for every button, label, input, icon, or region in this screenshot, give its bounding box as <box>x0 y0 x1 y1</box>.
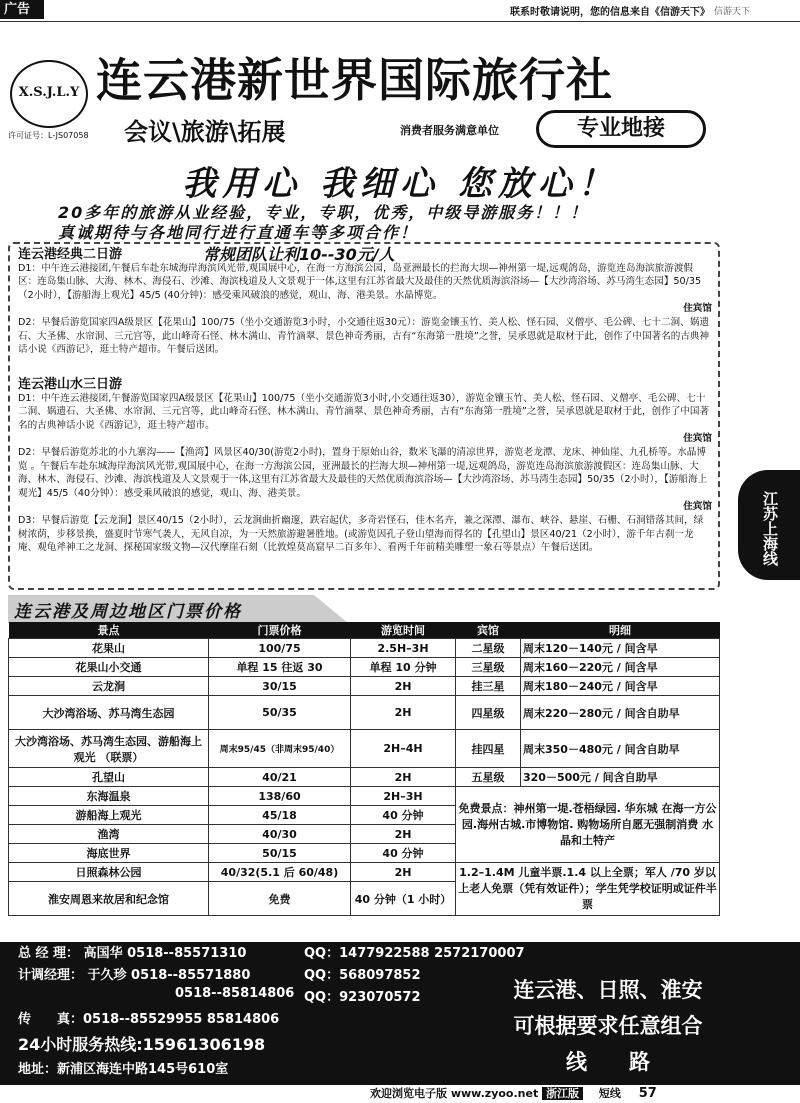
promo-line-1: 连云港、日照、淮安 <box>513 978 703 1002</box>
bottom-bar <box>370 1085 800 1103</box>
slogan: 我用心 我细心 您放心！ <box>182 164 618 204</box>
cell: 40 分钟 <box>351 844 456 863</box>
cell: 周末220－280元 / 间含自助早 <box>521 696 720 730</box>
cell: 138/60 <box>209 787 351 806</box>
cell: 挂三星 <box>456 677 521 696</box>
itinerary-2day <box>18 245 712 357</box>
table-row <box>9 787 720 806</box>
promo-line-2: 可根据要求任意组合 <box>513 1014 703 1038</box>
ticket-policy-note: 1.2–1.4M 儿童半票.1.4 以上全票；军人 /70 岁以上老人免票（凭有效证件）；学生凭学校证明或证件半票 <box>456 863 720 916</box>
cell: 周末160－220元 / 间含早 <box>521 658 720 677</box>
col-header: 明细 <box>521 622 720 639</box>
subtitle: 会议\旅游\拓展 <box>124 118 286 146</box>
cell: 周末350－480元 / 间含自助早 <box>521 730 720 768</box>
cell: 45/18 <box>209 806 351 825</box>
cell: 免费 <box>209 882 351 916</box>
edition-tag: 浙江版 <box>542 1087 583 1100</box>
promo-line-3: 线 路 <box>566 1050 650 1074</box>
cell: 周末95/45（非周末95/40） <box>209 730 351 768</box>
gm-contact: 总 经 理： 高国华 0518--85571310 <box>18 946 247 961</box>
day2-hotel: 住宾馆 <box>683 501 712 513</box>
intro-line-2: 真诚期待与各地同行进行直通车等多项合作！ <box>58 223 419 242</box>
website-link[interactable]: 欢迎浏览电子版 www.zyoo.net <box>370 1087 539 1100</box>
cell: 320－500元 / 间含自助早 <box>521 768 720 787</box>
table-row <box>9 639 720 658</box>
cell: 单程 10 分钟 <box>351 658 456 677</box>
ticket-table <box>8 622 720 916</box>
cell: 2H–3H <box>351 787 456 806</box>
day1-text: D1：中午连云港接团,午餐游览国家四A级景区【花果山】100/75（坐小交通游览3小时,小交通往返30），游览金镶玉竹、美人松、怪石园、义僧亭、毛公碑、七十二洞、娲遗石、大圣佛、水帘洞、三元宫等，此山峰奇石怪、林木满山、青竹滴翠、景色神奇秀丽，古有“东海第一胜境”之誉，吴承恩就是取材于此，创作了中国著名的古典神话小说《西游记》，逛土特产超市。 <box>18 392 710 431</box>
col-header: 景点 <box>9 622 209 639</box>
col-header: 门票价格 <box>209 622 351 639</box>
cell: 2H–4H <box>351 730 456 768</box>
cell: 50/35 <box>209 696 351 730</box>
cell: 海底世界 <box>9 844 209 863</box>
publication-logo: 信游天下 <box>713 7 750 17</box>
ad-tag: 广告 <box>0 0 44 19</box>
address: 地址：新浦区海连中路145号610室 <box>18 1062 229 1077</box>
itinerary-3day <box>18 378 712 555</box>
cell: 云龙涧 <box>9 677 209 696</box>
planner-phone-2: 0518--85814806 <box>175 986 295 1001</box>
qq-3: QQ：923070572 <box>304 990 421 1005</box>
cell: 游船海上观光 <box>9 806 209 825</box>
cell: 40/32(5.1 后 60/48) <box>209 863 351 882</box>
col-header: 游览时间 <box>351 622 456 639</box>
table-row <box>9 696 720 730</box>
itinerary-title-2day: 连云港经典二日游 <box>18 247 123 262</box>
specialty-badge: 专业地接 <box>536 110 706 148</box>
table-row <box>9 768 720 787</box>
cell: 2H <box>351 768 456 787</box>
cell: 三星级 <box>456 658 521 677</box>
source-note: 联系时敬请说明，您的信息来自《信游天下》 <box>510 7 710 18</box>
col-header: 宾馆 <box>456 622 521 639</box>
cell: 40 分钟 <box>351 806 456 825</box>
page-title: 连云港新世界国际旅行社 <box>96 53 613 107</box>
cell: 日照森林公园 <box>9 863 209 882</box>
cell: 大沙湾浴场、苏马湾生态园、游船海上观光 （联票） <box>9 730 209 768</box>
cell: 50/15 <box>209 844 351 863</box>
contact-panel <box>0 942 800 1085</box>
cell: 大沙湾浴场、苏马湾生态园 <box>9 696 209 730</box>
planner-contact: 计调经理： 于久珍 0518--85571880 <box>18 968 251 983</box>
cell: 周末120－140元 / 间含早 <box>521 639 720 658</box>
cell: 五星级 <box>456 768 521 787</box>
discount-highlight: 常规团队让利10--30元/人 <box>203 245 395 264</box>
license-number: 许可证号：L-JS07058 <box>8 131 89 140</box>
intro-line-1: 20多年的旅游从业经验，专业，专职，优秀，中级导游服务！！！ <box>58 203 589 222</box>
day2-text: D2：早餐后游览苏北的小九寨沟——【渔湾】风景区40/30(游览2小时)，置身于原始山谷，数米飞瀑的清凉世界，游览老龙潭、龙床、神仙崖、九孔桥等。水晶博览 。午餐后车赴东城海岸海滨风光带,观国展中心，在海一方海滨公园，亚洲最长的拦海大坝—神州第一堤,远观鸽岛，游览连岛海滨旅游渡假区：连岛集山脉、大海、林木、海侵石、沙滩、海滨栈道及人文景观于一体,这里有江苏省最大及最佳的天然优质海滨浴场—【大沙湾浴场、苏马湾生态园】50/35（2小时），【游船海上观光】45/5（40分钟）：感受乘风破浪的感觉，观山、海、港美景。 <box>18 446 708 499</box>
table-row <box>9 677 720 696</box>
ticket-title: 连云港及周边地区门票价格 <box>14 602 242 622</box>
cell: 2H <box>351 863 456 882</box>
cell: 2H <box>351 696 456 730</box>
cell: 孔望山 <box>9 768 209 787</box>
day1-hotel: 住宾馆 <box>683 433 712 445</box>
table-row <box>9 730 720 768</box>
section-label: 短线 <box>598 1087 621 1100</box>
cell: 东海温泉 <box>9 787 209 806</box>
day2-text: D2：早餐后游览国家四A级景区【花果山】100/75（坐小交通游览3小时，小交通往返30元）：游览金镶玉竹、美人松、怪石园、义僧亭、毛公碑、七十二洞、娲遗石、大圣佛、水帘洞、三元宫等，此山峰奇石怪、林木满山、青竹滴翠、景色神奇秀丽，古有“东海第一胜境”之誉，吴承恩就是取材于此，创作了中国著名的古典神话小说《西游记》，逛土特产超市。午餐后送团。 <box>18 316 710 356</box>
cell: 渔湾 <box>9 825 209 844</box>
cell: 2.5H–3H <box>351 639 456 658</box>
day1-hotel: 住宾馆 <box>683 303 712 315</box>
day3-text: D3：早餐后游览【云龙涧】景区40/15（2小时），云龙涧曲折幽邃，跌宕起伏，多奇岩怪石，佳木名卉，兼之深潭、瀑布、峡谷、悬崖、石栅、石洞错落其间，绿树浓荫，步移景换，盛夏时节寒气袭人，无风自凉，为一天然旅游避暑胜地。(或游览因孔子登山望海而得名的【孔望山】景区40/21（2小时），游千年古刹一龙庵、观龟斧神工之龙洞、探秘国家级文物—汉代摩崖石刻（比敦煌莫高窟早二百多年）、看两千年前精美雕塑一象石等景点）午餐后送团。 <box>18 514 704 554</box>
free-attractions-note: 免费景点：神州第一堤.苍梧绿园. 华东城 在海一方公园.海州古城.市博物馆. 购物场所自愿无强制消费 水晶和土特产 <box>456 787 720 863</box>
cell: 花果山 <box>9 639 209 658</box>
cell: 100/75 <box>209 639 351 658</box>
cell: 40/30 <box>209 825 351 844</box>
cell: 二星级 <box>456 639 521 658</box>
route-promo <box>488 972 728 1080</box>
cell: 40 分钟（1 小时） <box>351 882 456 916</box>
cell: 30/15 <box>209 677 351 696</box>
page-number: 57 <box>638 1086 657 1101</box>
cell: 周末180－240元 / 间含早 <box>521 677 720 696</box>
itinerary-title-3day: 连云港山水三日游 <box>18 377 123 392</box>
day1-text: D1：中午连云港接团,午餐后车赴东城海岸海滨风光带,观国展中心，在海一方海滨公园，岛亚洲最长的拦海大坝—神州第一堤,远观鸽岛，游览连岛海滨旅游渡假区：连岛集山脉、大海、林木、海侵石、沙滩、海滨栈道及人文景观于一体,这里有江苏省最大及最佳的天然优质海滨浴场—【大沙湾浴场、苏马湾生态园】50/35（2小时），【游船海上观光】45/5 (40分钟)：感受乘风破浪的感觉，观山、海、港美景。水晶博览。 <box>18 262 702 301</box>
hotline: 24小时服务热线:15961306198 <box>18 1035 266 1054</box>
cell: 花果山小交通 <box>9 658 209 677</box>
cell: 淮安周恩来故居和纪念馆 <box>9 882 209 916</box>
qq-2: QQ：568097852 <box>304 968 421 983</box>
fax: 传 真：0518--85529955 85814806 <box>18 1012 280 1027</box>
cell: 四星级 <box>456 696 521 730</box>
qq-1: QQ：1477922588 2572170007 <box>304 946 525 961</box>
cell: 40/21 <box>209 768 351 787</box>
table-row <box>9 658 720 677</box>
agency-logo: X.S.J.L.Y <box>10 60 88 128</box>
cell: 2H <box>351 825 456 844</box>
cell: 单程 15 往返 30 <box>209 658 351 677</box>
cell: 挂四星 <box>456 730 521 768</box>
cell: 2H <box>351 677 456 696</box>
table-row <box>9 863 720 882</box>
consumer-award: 消费者服务满意单位 <box>400 124 499 137</box>
route-side-tab: 江苏上海线 <box>738 470 800 580</box>
